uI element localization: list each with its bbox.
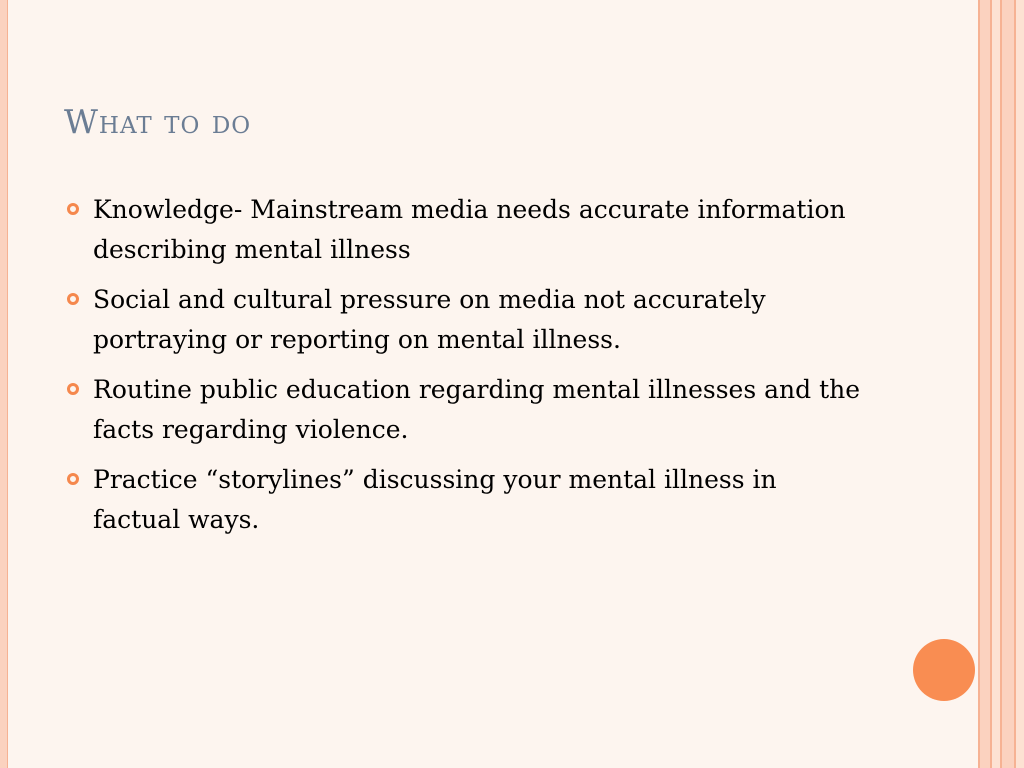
bullet-item <box>64 280 864 360</box>
right-band-stripe <box>1002 0 1014 768</box>
right-band-stripe <box>1016 0 1024 768</box>
bullet-item <box>64 460 864 540</box>
bullet-text: Routine public education regarding mental illnesses and the facts regarding violence. <box>93 375 861 444</box>
slide-title: What to do <box>64 102 252 141</box>
accent-circle <box>913 639 975 701</box>
circle-bullet-icon <box>67 203 79 215</box>
bullet-item <box>64 190 864 270</box>
left-border-stripe <box>0 0 7 768</box>
bullet-item <box>64 370 864 450</box>
bullet-text: Knowledge- Mainstream media needs accurate information describing mental illness <box>93 195 846 264</box>
circle-bullet-icon <box>67 473 79 485</box>
bullet-text: Practice “storylines” discussing your mental illness in factual ways. <box>93 465 777 534</box>
right-band-stripe <box>980 0 990 768</box>
circle-bullet-icon <box>67 383 79 395</box>
bullet-list <box>64 190 864 550</box>
circle-bullet-icon <box>67 293 79 305</box>
left-border-line <box>7 0 8 768</box>
bullet-text: Social and cultural pressure on media not accurately portraying or reporting on mental illness. <box>93 285 766 354</box>
right-band-stripe <box>992 0 1000 768</box>
